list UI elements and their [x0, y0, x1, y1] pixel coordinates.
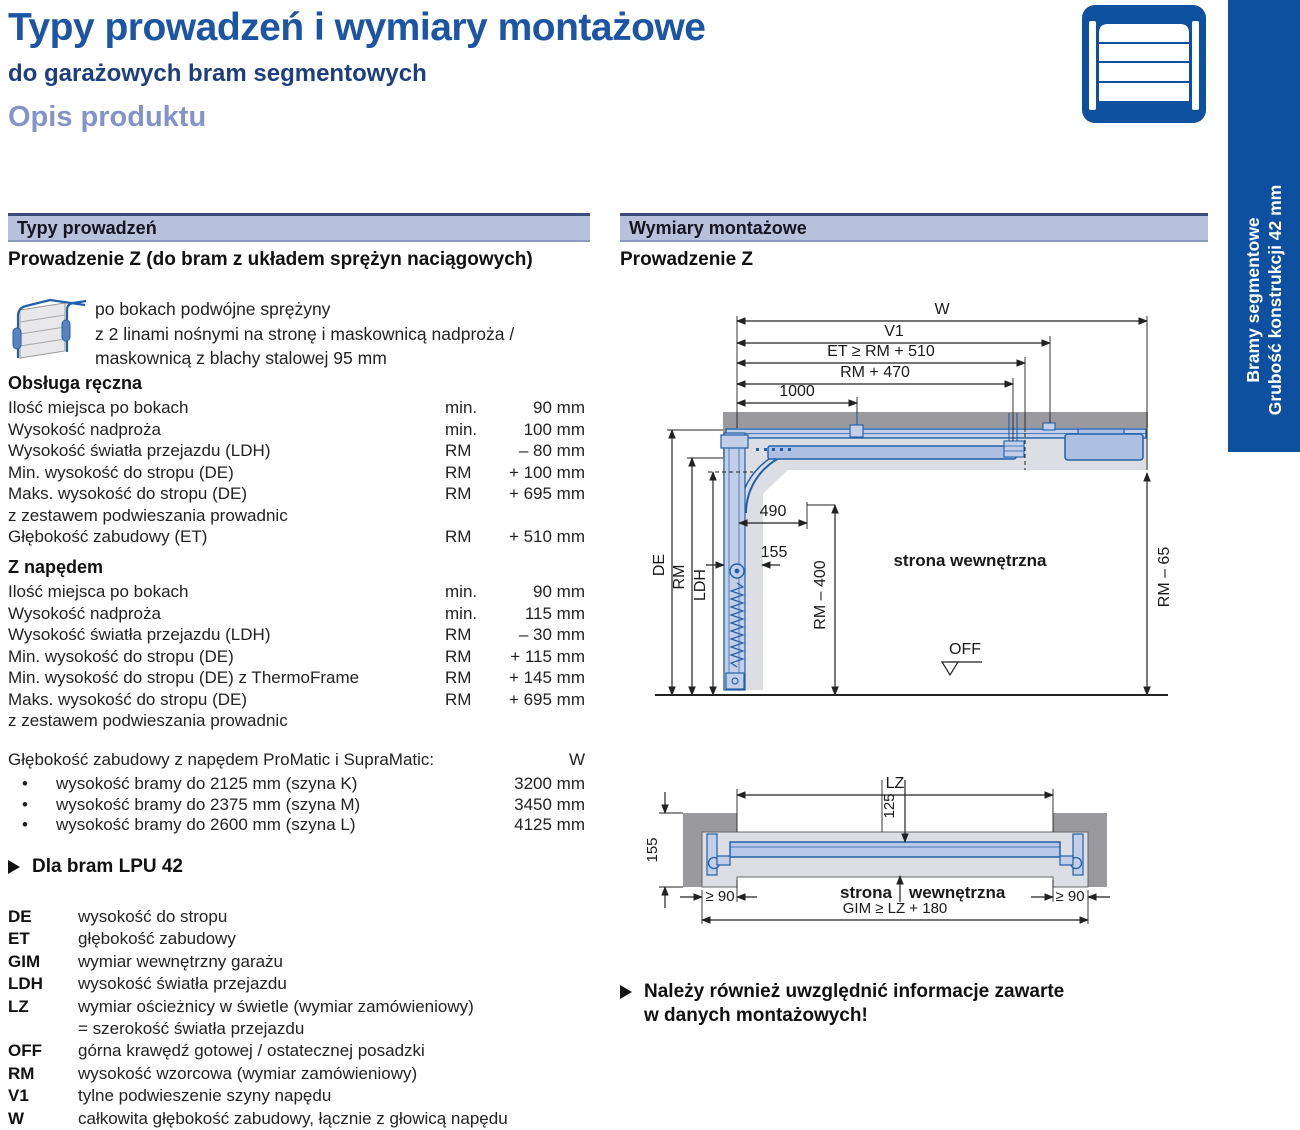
- row-label: z zestawem podwieszania prowadnic: [8, 505, 288, 525]
- dim-label-rm470: RM + 470: [840, 364, 910, 381]
- legend-desc-line: wymiar ościeżnicy w świetle (wymiar zamówieniowy): [78, 996, 474, 1016]
- legend-row: [8, 928, 590, 950]
- dim-label-ldh: LDH: [692, 568, 709, 602]
- table-row: [8, 526, 585, 548]
- row-label: Głębokość zabudowy (ET): [8, 527, 208, 546]
- mounting-z-heading: Prowadzenie Z: [620, 249, 754, 270]
- legend-desc: [78, 996, 590, 1041]
- dim-label-125: 125: [881, 793, 898, 819]
- legend-term: RM: [8, 1063, 35, 1083]
- note-line: Należy również uwzględnić informacje zawarte: [644, 981, 1065, 1002]
- edge-tab: [1228, 0, 1300, 452]
- ceiling: [723, 412, 1148, 428]
- table-row: [8, 483, 585, 505]
- dim-label-de: DE: [651, 553, 668, 577]
- hanger-bracket: [1004, 441, 1024, 457]
- item-label: • wysokość bramy do 2125 mm (szyna K): [8, 774, 485, 795]
- table-row: [8, 710, 585, 732]
- dim-label-1000: 1000: [779, 383, 815, 400]
- table-row: [8, 624, 585, 646]
- row-value: – 80 mm: [518, 441, 585, 460]
- legend-desc-line: = szerokość światła przejazdu: [78, 1019, 305, 1039]
- legend-term: W: [8, 1108, 25, 1128]
- intro-line: z 2 linami nośnymi na stronę i maskownicą nadproża /: [95, 323, 515, 344]
- table-row: [8, 646, 585, 668]
- legend-row: [8, 951, 590, 973]
- row-label: Wysokość nadproża: [8, 419, 161, 439]
- legend-term: GIM: [8, 951, 41, 971]
- sectional-door-icon: [1082, 5, 1206, 128]
- dim-label-rm400: RM – 400: [812, 560, 829, 630]
- item-label: • wysokość bramy do 2375 mm (szyna M): [8, 795, 485, 816]
- legend-term: ET: [8, 929, 30, 949]
- table-row: [8, 689, 585, 711]
- row-qual: min.: [445, 419, 478, 439]
- abbreviation-legend: [8, 906, 590, 1130]
- edge-tab-text: [1242, 185, 1286, 416]
- item-value: 4125 mm: [514, 815, 585, 835]
- legend-row: [8, 906, 590, 928]
- row-qual: RM: [445, 625, 472, 644]
- row-label: Ilość miejsca po bokach: [8, 398, 189, 417]
- intro-line: po bokach podwójne sprężyny: [95, 299, 331, 319]
- inner-side-label-2: wewnętrzna: [909, 883, 1006, 902]
- row-value: 100 mm: [523, 419, 585, 439]
- table-row: [8, 603, 585, 625]
- edge-tab-line2: Grubość konstrukcji 42 mm: [1265, 184, 1285, 416]
- legend-term: LZ: [8, 996, 29, 1016]
- legend-row: [8, 996, 590, 1041]
- row-label: Wysokość nadproża: [8, 603, 161, 623]
- legend-term: V1: [8, 1086, 29, 1106]
- inner-side-label-1: strona: [840, 883, 892, 902]
- inner-side-label: strona wewnętrzna: [893, 551, 1047, 570]
- track-z-description: [95, 297, 514, 371]
- door-panel: [730, 842, 1060, 857]
- depth-heading-value: W: [568, 750, 585, 769]
- row-qual: RM: [445, 441, 472, 460]
- dim-label-rm: RM: [671, 564, 688, 590]
- row-label: Wysokość światła przejazdu (LDH): [8, 625, 271, 644]
- manual-operation-table: [8, 373, 585, 548]
- row-qual: RM: [445, 668, 472, 687]
- row-qual: [445, 710, 503, 732]
- diagram-plan-section: [620, 772, 1210, 937]
- row-value: 90 mm: [533, 398, 585, 417]
- legend-term: OFF: [8, 1041, 42, 1061]
- legend-row: [8, 1085, 590, 1107]
- legend-desc: głębokość zabudowy: [78, 929, 236, 949]
- diagram-side-section: [620, 295, 1210, 710]
- legend-term: DE: [8, 907, 32, 926]
- powered-operation-table: [8, 557, 585, 732]
- table-row: [8, 397, 585, 419]
- page-subtitle: do garażowych bram segmentowych: [8, 60, 427, 87]
- row-qual: min.: [445, 398, 478, 417]
- dim-label-rm65: RM – 65: [1156, 546, 1173, 608]
- legend-desc: tylne podwieszenie szyny napędu: [78, 1086, 332, 1106]
- table-row: [8, 440, 585, 462]
- legend-row: [8, 1063, 590, 1085]
- row-value: 115 mm: [524, 603, 585, 623]
- row-qual: RM: [445, 527, 472, 546]
- item-label: • wysokość bramy do 2600 mm (szyna L): [8, 815, 485, 836]
- row-value: [503, 710, 585, 732]
- row-value: + 695 mm: [508, 689, 585, 709]
- bottom-bracket: [726, 673, 744, 689]
- row-value: – 30 mm: [518, 625, 585, 644]
- legend-desc: wysokość do stropu: [78, 907, 228, 926]
- legend-desc: wysokość światła przejazdu: [78, 974, 287, 994]
- row-value: + 145 mm: [508, 668, 585, 687]
- legend-desc: górna krawędź gotowej / ostatecznej posadzki: [78, 1041, 425, 1061]
- operator-head: [1065, 434, 1143, 460]
- for-doors-callout: [8, 856, 183, 878]
- triangle-bullet-icon: [8, 860, 20, 874]
- dim-label-w: W: [934, 301, 950, 318]
- triangle-bullet-icon: [620, 985, 632, 999]
- row-value: + 510 mm: [508, 527, 585, 546]
- for-doors-text: Dla bram LPU 42: [32, 856, 183, 877]
- row-label: Min. wysokość do stropu (DE) z ThermoFrame: [8, 668, 360, 687]
- row-label: Maks. wysokość do stropu (DE): [8, 484, 248, 503]
- row-label: Maks. wysokość do stropu (DE): [8, 689, 248, 709]
- dim-label-et: ET ≥ RM + 510: [827, 343, 935, 360]
- legend-desc: wysokość wzorcowa (wymiar zamówieniowy): [78, 1063, 418, 1083]
- top-roller-bracket: [721, 435, 748, 448]
- row-qual: RM: [445, 689, 472, 709]
- track-z-schematic-icon: [8, 294, 88, 373]
- dim-label-gim: GIM ≥ LZ + 180: [842, 900, 948, 917]
- hanger-bracket: [850, 425, 863, 437]
- mounting-data-note: [620, 980, 1064, 1028]
- list-item: [8, 774, 585, 795]
- legend-row: [8, 1040, 590, 1062]
- off-label: OFF: [949, 641, 981, 658]
- row-qual: min.: [445, 582, 478, 601]
- legend-term: LDH: [8, 974, 43, 994]
- row-value: + 695 mm: [508, 484, 585, 503]
- section-title: Opis produktu: [8, 101, 207, 133]
- dim-label-155: 155: [644, 837, 661, 863]
- section-bar-mounting-dimensions: Wymiary montażowe: [620, 213, 1208, 242]
- note-line: w danych montażowych!: [644, 1005, 868, 1026]
- legend-row: [8, 973, 590, 995]
- row-value: [503, 505, 585, 527]
- legend-desc: całkowita głębokość zabudowy, łącznie z głowicą napędu: [78, 1108, 508, 1128]
- table-row: [8, 505, 585, 527]
- table-row: [8, 419, 585, 441]
- track-z-heading: Prowadzenie Z (do bram z układem sprężyn naciągowych): [8, 249, 533, 270]
- frame: [702, 832, 1088, 887]
- item-value: 3450 mm: [514, 794, 585, 814]
- row-label: Wysokość światła przejazdu (LDH): [8, 441, 271, 460]
- row-value: + 100 mm: [508, 462, 585, 482]
- floor-level-symbol: [942, 662, 958, 675]
- row-qual: min.: [445, 603, 478, 623]
- dim-label-ge90-right: ≥ 90: [1055, 888, 1085, 905]
- rear-suspension-clamp: [1043, 423, 1055, 430]
- dim-label-lz: LZ: [885, 775, 905, 792]
- legend-row: [8, 1108, 590, 1130]
- row-qual: RM: [445, 646, 472, 666]
- row-label: Min. wysokość do stropu (DE): [8, 462, 234, 482]
- row-qual: RM: [445, 484, 472, 503]
- dim-label-ge90-left: ≥ 90: [705, 888, 735, 905]
- row-label: Min. wysokość do stropu (DE): [8, 646, 234, 666]
- legend-desc: wymiar wewnętrzny garażu: [78, 951, 284, 971]
- operator-depth-list: [8, 749, 585, 836]
- table-row: [8, 667, 585, 689]
- depth-heading-row: [8, 749, 585, 770]
- section-bar-track-types: Typy prowadzeń: [8, 213, 590, 242]
- dim-label-490: 490: [759, 503, 787, 520]
- row-value: + 115 mm: [510, 646, 585, 666]
- note-text: [644, 980, 1064, 1028]
- operator-rail: [768, 446, 1016, 459]
- page-title: Typy prowadzeń i wymiary montażowe: [8, 6, 706, 49]
- row-value: 90 mm: [533, 582, 585, 601]
- dim-label-155: 155: [760, 544, 788, 561]
- depth-heading: Głębokość zabudowy z napędem ProMatic i SupraMatic:: [8, 750, 435, 769]
- item-value: 3200 mm: [514, 774, 585, 793]
- powered-table-title: Z napędem: [8, 557, 104, 577]
- list-item: [8, 795, 585, 816]
- intro-line: maskownicą z blachy stalowej 95 mm: [95, 348, 387, 368]
- table-row: [8, 581, 585, 603]
- table-row: [8, 462, 585, 484]
- manual-table-title: Obsługa ręczna: [8, 373, 143, 393]
- list-item: [8, 815, 585, 836]
- dim-label-v1: V1: [884, 323, 904, 340]
- row-qual: RM: [445, 462, 472, 482]
- row-qual: [445, 505, 503, 527]
- row-label: Ilość miejsca po bokach: [8, 582, 189, 601]
- edge-tab-line1: Bramy segmentowe: [1243, 217, 1263, 383]
- row-label: z zestawem podwieszania prowadnic: [8, 711, 288, 730]
